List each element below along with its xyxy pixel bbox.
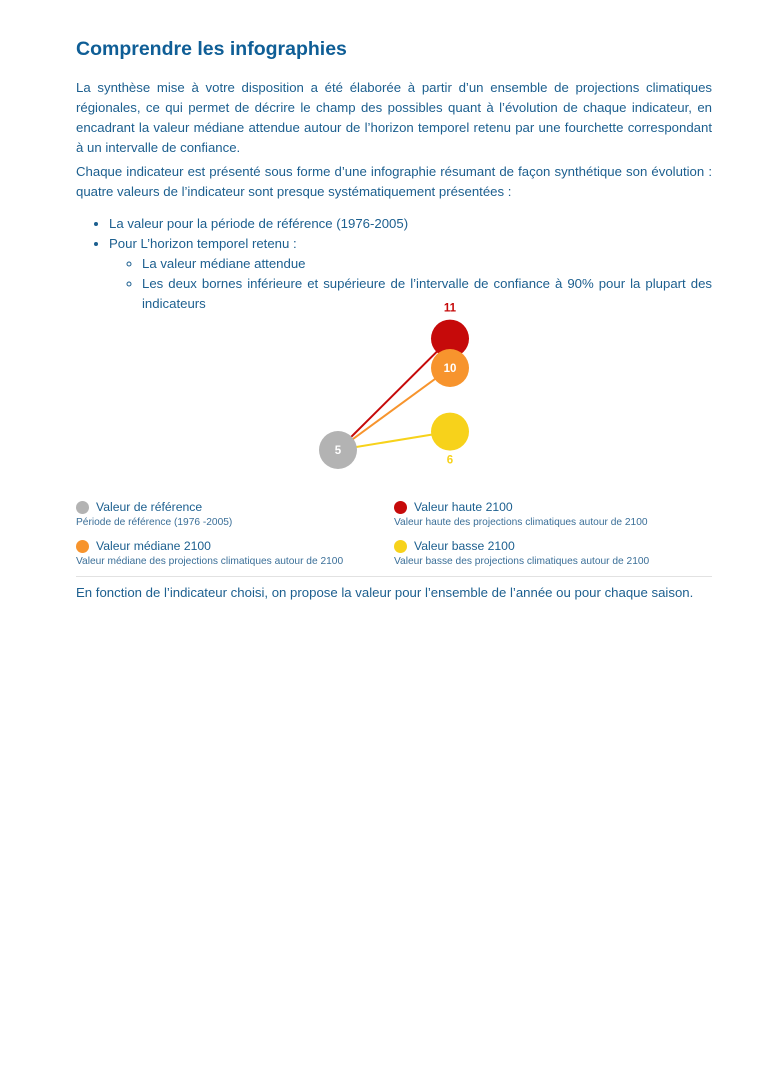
description-paragraph: Chaque indicateur est présenté sous forme d’une infographie résumant de façon synthétique son évolution : quatre valeurs de l’indicateur sont presque systématiquement présentées :	[76, 164, 712, 199]
legend-title: Valeur médiane 2100	[96, 539, 211, 553]
legend-description: Valeur médiane des projections climatiques autour de 2100	[76, 556, 344, 567]
bullet-list	[76, 214, 712, 314]
legend-dot-icon	[394, 501, 407, 514]
legend-row	[76, 498, 712, 537]
separator	[76, 576, 712, 577]
legend-item-basse	[394, 537, 712, 576]
chart-legend	[76, 498, 712, 576]
legend-description: Valeur haute des projections climatiques autour de 2100	[394, 517, 648, 528]
legend-item-haute	[394, 498, 712, 537]
legend-title: Valeur basse 2100	[414, 539, 515, 553]
sub-bullet-list	[109, 254, 712, 314]
legend-item-reference	[76, 498, 394, 537]
value-label-reference: 5	[334, 445, 342, 457]
legend-title: Valeur de référence	[96, 500, 203, 514]
legend-item-mediane	[76, 537, 394, 576]
sub-list-item-median: ◦ La valeur médiane attendue	[142, 254, 712, 274]
legend-dot-icon	[394, 540, 407, 553]
intro-paragraph: La synthèse mise à votre disposition a été élaborée à partir d’un ensemble de projections climatiques régionales, ce qui permet de décrire le champ des possibles quant à l’évolution de chaque indicateur, en encadrant la valeur médiane attendue autour de l’horizon temporel retenu par une fourchette correspondant à un intervalle de confiance.	[76, 80, 712, 155]
legend-description: Période de référence (1976 -2005)	[76, 517, 233, 528]
list-item-reference: • La valeur pour la période de référence (1976-2005)	[109, 214, 712, 234]
value-label-basse: 6	[446, 454, 454, 467]
legend-description: Valeur basse des projections climatiques autour de 2100	[394, 556, 650, 567]
value-label-haute: 11	[443, 302, 457, 315]
infographic-svg	[76, 302, 712, 496]
legend-row	[76, 537, 712, 576]
page-title: Comprendre les infographies	[76, 38, 347, 60]
footer-note: En fonction de l’indicateur choisi, on propose la valeur pour l’ensemble de l’année ou pour chaque saison.	[76, 585, 694, 600]
list-item-horizon: • Pour L’horizon temporel retenu : ◦ La valeur médiane attendue ◦ Les deux bornes inférieure et supérieure de l’intervalle de confiance à 90% pour la plupart des indicateurs	[109, 234, 712, 314]
legend-dot-icon	[76, 501, 89, 514]
legend-title: Valeur haute 2100	[414, 500, 513, 514]
infographic-chart	[76, 302, 712, 496]
legend-dot-icon	[76, 540, 89, 553]
value-circle-basse	[431, 413, 469, 451]
page-content	[76, 36, 712, 603]
sub-list-item-interval: ◦ Les deux bornes inférieure et supérieure de l’intervalle de confiance à 90% pour la plupart des indicateurs	[142, 274, 712, 314]
value-label-mediane: 10	[443, 363, 457, 375]
